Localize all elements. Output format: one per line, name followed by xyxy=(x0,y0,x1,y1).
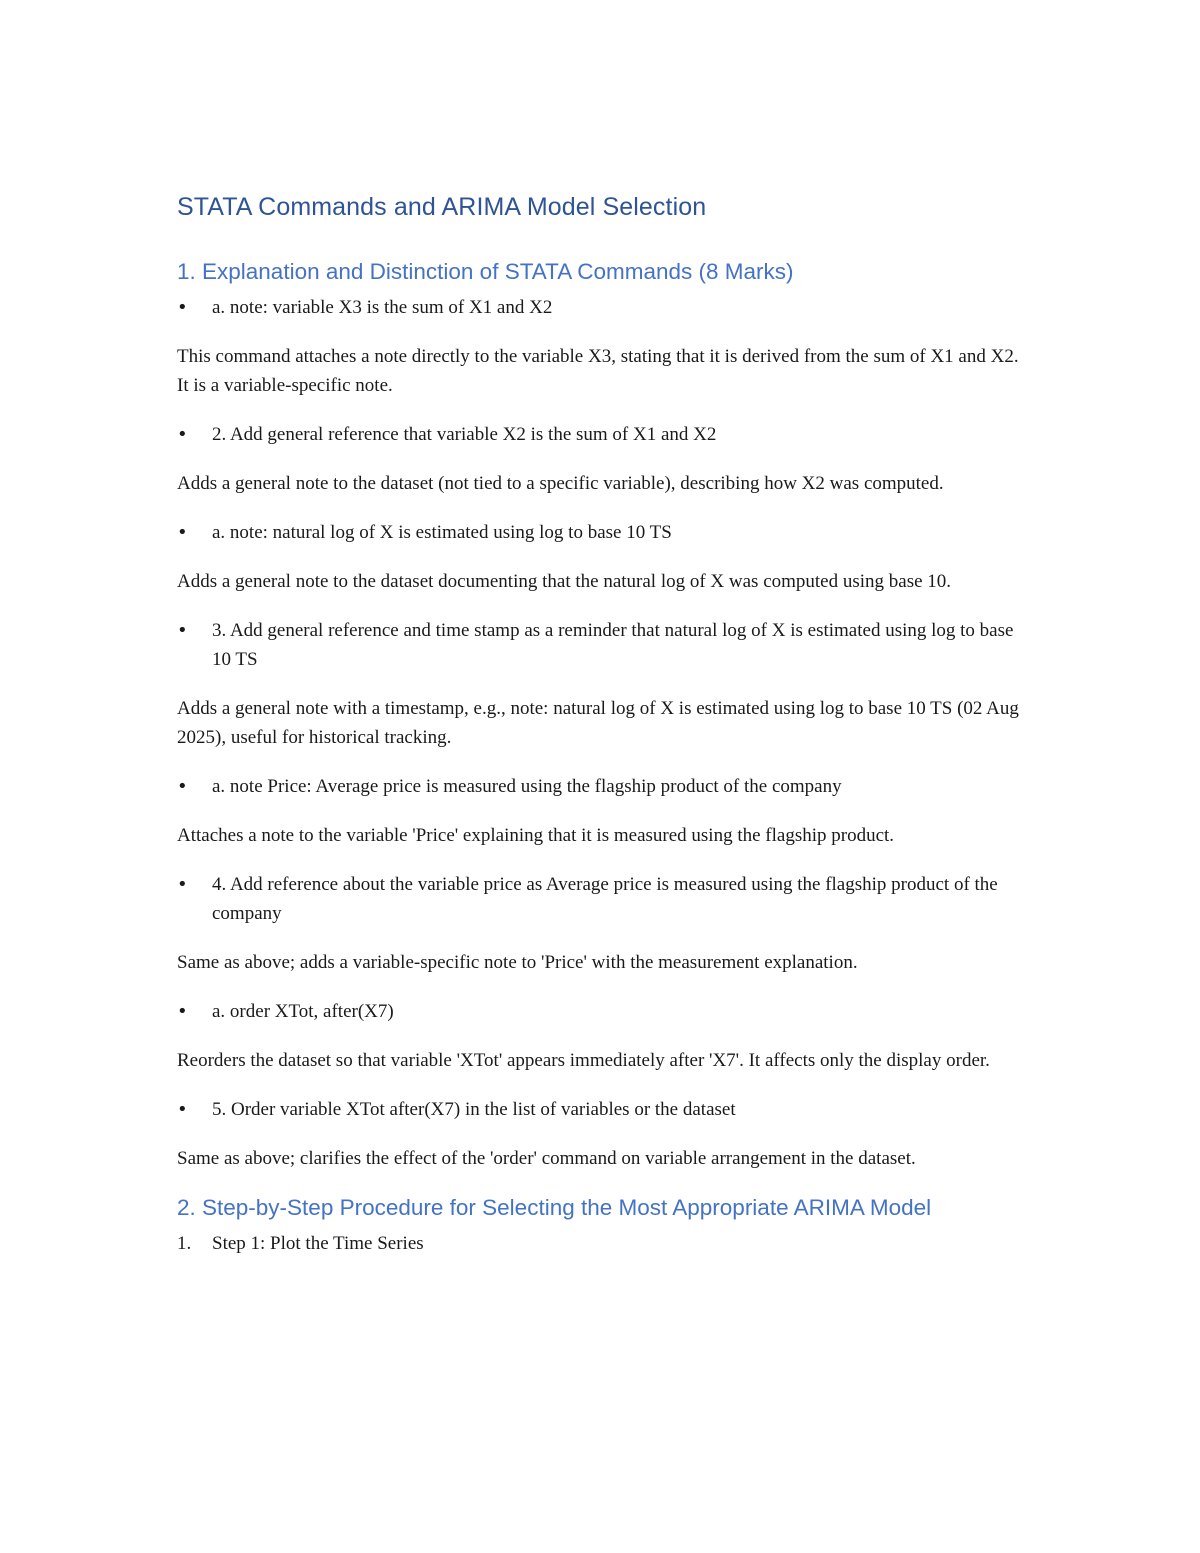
paragraph: Adds a general note to the dataset documenting that the natural log of X was computed using base 10. xyxy=(177,571,952,592)
section-1-heading: 1. Explanation and Distinction of STATA Commands (8 Marks) xyxy=(177,259,794,284)
document-title: STATA Commands and ARIMA Model Selection xyxy=(177,193,707,221)
numbered-step xyxy=(177,1229,1027,1258)
paragraph: This command attaches a note directly to the variable X3, stating that it is derived from the sum of X1 and X2. It is a variable-specific note. xyxy=(177,346,1019,396)
bullet-item: • 3. Add general reference and time stamp as a reminder that natural log of X is estimated using log to base 10 TS xyxy=(177,616,1027,674)
section-2-heading: 2. Step-by-Step Procedure for Selecting the Most Appropriate ARIMA Model xyxy=(177,1195,932,1220)
paragraph: Reorders the dataset so that variable 'XTot' appears immediately after 'X7'. It affects only the display order. xyxy=(177,1050,990,1071)
paragraph: Same as above; adds a variable-specific note to 'Price' with the measurement explanation. xyxy=(177,952,858,973)
paragraph: Same as above; clarifies the effect of the 'order' command on variable arrangement in the dataset. xyxy=(177,1148,916,1169)
bullet-item: • 5. Order variable XTot after(X7) in the list of variables or the dataset xyxy=(177,1095,1027,1124)
bullet-item: • a. order XTot, after(X7) xyxy=(177,997,1027,1026)
bullet-item: • a. note: natural log of X is estimated using log to base 10 TS xyxy=(177,518,1027,547)
paragraph: Adds a general note to the dataset (not tied to a specific variable), describing how X2 was computed. xyxy=(177,473,944,494)
bullet-item: • 4. Add reference about the variable price as Average price is measured using the flagship product of the company xyxy=(177,870,1027,928)
step-text: Step 1: Plot the Time Series xyxy=(212,1233,424,1254)
paragraph: Adds a general note with a timestamp, e.g., note: natural log of X is estimated using log to base 10 TS (02 Aug 2025), useful for historical tracking. xyxy=(177,698,1019,748)
paragraph: Attaches a note to the variable 'Price' explaining that it is measured using the flagship product. xyxy=(177,825,895,846)
bullet-item: • a. note Price: Average price is measured using the flagship product of the company xyxy=(177,772,1027,801)
bullet-item: • a. note: variable X3 is the sum of X1 and X2 xyxy=(177,293,1027,322)
bullet-item: • 2. Add general reference that variable X2 is the sum of X1 and X2 xyxy=(177,420,1027,449)
step-number: 1. xyxy=(177,1233,192,1254)
document-content xyxy=(177,190,1027,1258)
